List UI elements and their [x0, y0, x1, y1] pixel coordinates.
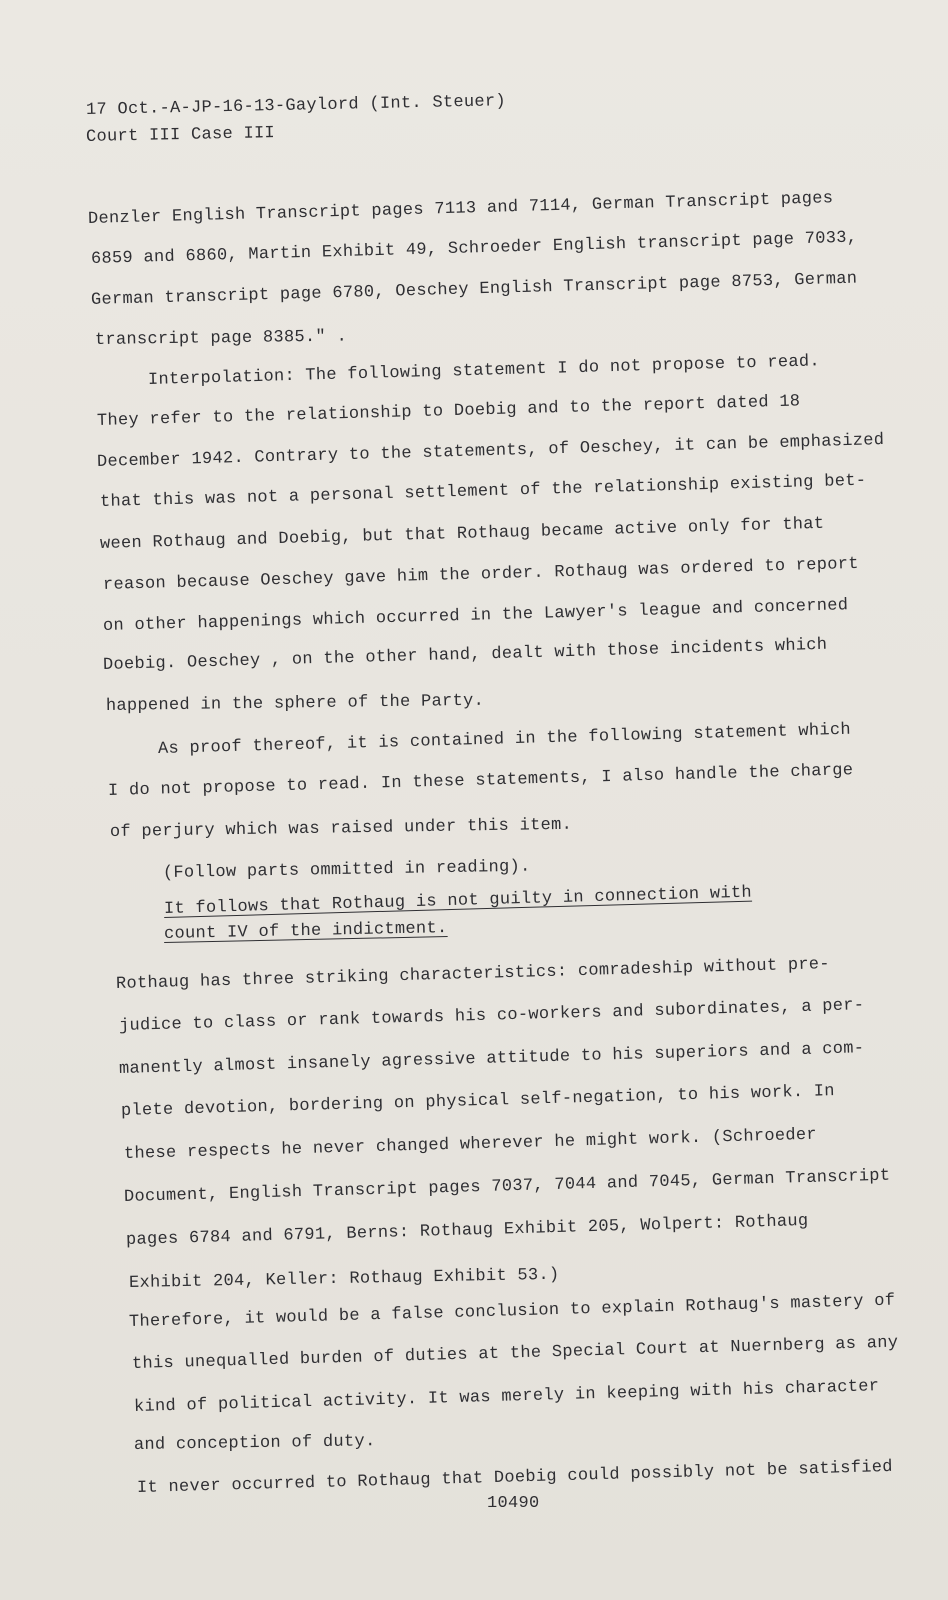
text-line: December 1942. Contrary to the statements, of Oeschey, it can be emphasized	[96, 431, 885, 472]
text-line: manently almost insanely agressive attitude to his superiors and a com-	[118, 1039, 865, 1079]
text-line: of perjury which was raised under this item.	[109, 815, 573, 842]
text-line: transcript page 8385." .	[94, 327, 348, 350]
text-line: happened in the sphere of the Party.	[105, 691, 485, 716]
text-line: It never occurred to Rothaug that Doebig could possibly not be satisfied	[136, 1457, 894, 1498]
text-line: this unequalled burden of duties at the Special Court at Nuernberg as any	[131, 1333, 899, 1374]
header-line-1: 17 Oct.-A-JP-16-13-Gaylord (Int. Steuer)	[85, 92, 507, 120]
text-line: Therefore, it would be a false conclusion to explain Rothaug's mastery of	[128, 1291, 896, 1332]
text-line: As proof thereof, it is contained in the following statement which	[157, 720, 852, 759]
text-line: judice to class or rank towards his co-workers and subordinates, a per-	[118, 996, 865, 1036]
text-line: reason because Oeschey gave him the order. Rothaug was ordered to report	[102, 554, 860, 595]
text-line: ween Rothaug and Doebig, but that Rothaug became active only for that	[99, 514, 825, 554]
underlined-conclusion-line-1: It follows that Rothaug is not guilty in connection with	[163, 883, 753, 919]
text-line: They refer to the relationship to Doebig and to the report dated 18	[96, 392, 801, 431]
page-number: 10490	[487, 1494, 540, 1513]
text-line: German transcript page 6780, Oeschey English Transcript page 8753, German	[90, 269, 858, 310]
text-line: and conception of duty.	[133, 1432, 376, 1455]
underlined-conclusion-line-2: count IV of the indictment.	[163, 919, 448, 944]
text-line: Rothaug has three striking characteristics: comradeship without pre-	[115, 955, 831, 994]
text-line: Interpolation: The following statement I do not propose to read.	[147, 352, 821, 390]
text-line: Doebig. Oeschey , on the other hand, dealt with those incidents which	[102, 635, 828, 675]
text-line: on other happenings which occurred in the Lawyer's league and concerned	[102, 596, 849, 636]
text-line: kind of political activity. It was merely in keeping with his character	[133, 1377, 880, 1417]
text-line: that this was not a personal settlement of the relationship existing bet-	[99, 471, 867, 512]
text-line: I do not propose to read. In these statements, I also handle the charge	[107, 761, 854, 801]
text-line: Exhibit 204, Keller: Rothaug Exhibit 53.)	[128, 1265, 560, 1293]
text-line: 6859 and 6860, Martin Exhibit 49, Schroeder English transcript page 7033,	[90, 228, 858, 269]
text-line: (Follow parts ommitted in reading).	[162, 857, 531, 883]
text-line: these respects he never changed wherever he might work. (Schroeder	[123, 1125, 818, 1164]
text-line: pages 6784 and 6791, Berns: Rothaug Exhibit 205, Wolpert: Rothaug	[125, 1211, 809, 1250]
text-line: plete devotion, bordering on physical self-negation, to his work. In	[120, 1082, 836, 1121]
text-line: Denzler English Transcript pages 7113 and 7114, German Transcript pages	[87, 189, 834, 229]
header-line-2: Court III Case III	[85, 124, 276, 147]
text-line: Document, English Transcript pages 7037, 7044 and 7045, German Transcript	[123, 1166, 891, 1207]
